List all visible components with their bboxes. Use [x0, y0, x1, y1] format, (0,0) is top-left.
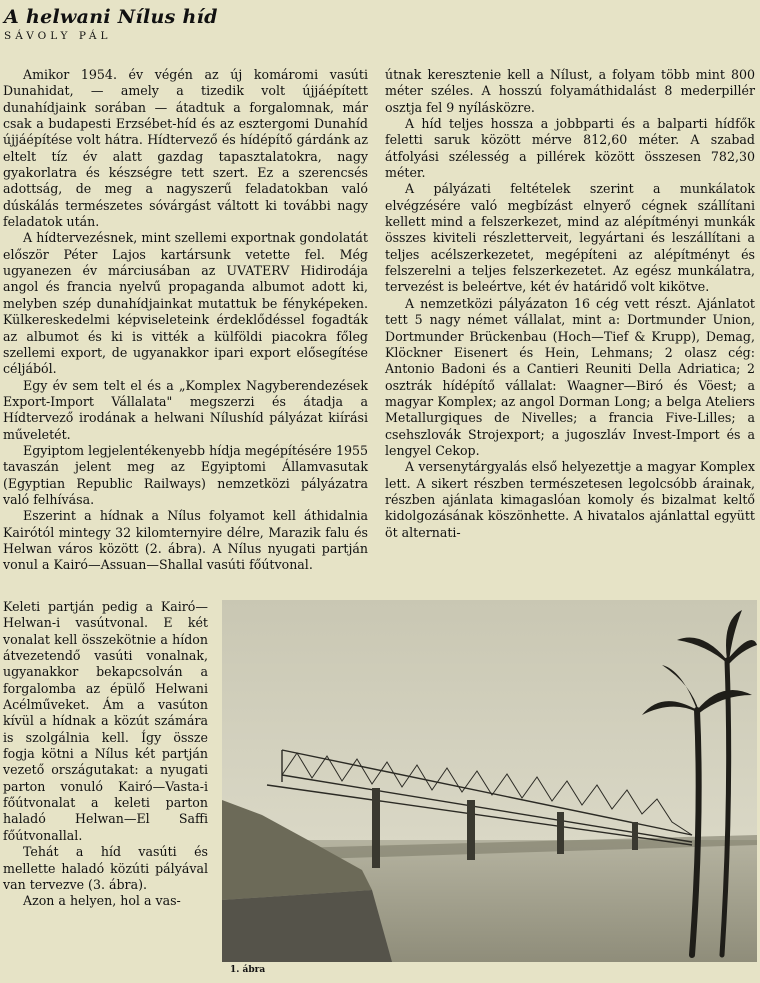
- right-column: [385, 67, 755, 541]
- paragraph: Tehát a híd vasúti és mellette haladó közúti pályával van tervezve (3. ábra).: [3, 844, 208, 892]
- paragraph: Azon a helyen, hol a vas-: [23, 893, 181, 909]
- left-column: [3, 67, 368, 574]
- paragraph: Egyiptom legjelentékenyebb hídja megépítésére 1955 tavaszán jelent meg az Egyiptomi Államvasutak (Egyptian Republic Railways) nemzetközi pályázatra való felhívása.: [3, 442, 368, 507]
- paragraph: A hídtervezésnek, mint szellemi exportnak gondolatát először Péter Lajos kartársunk vetette fel. Még ugyanezen év márciusában az UVATERV Hidirodája angol és francia nyelvű propaganda albumot adott ki, melyben szép dunahídjainkat mutattuk be fényképeken. Külkereskedelmi képviseleteink érdeklődéssel fogadták az albumot és ki is vitték a külföldi piacokra főleg szellemi export, de ugyanakkor ipari export elősegítése céljából.: [3, 230, 368, 377]
- paragraph: Eszerint a hídnak a Nílus folyamot kell áthidalnia Kairótól mintegy 32 kilomternyire délre, Marazik falu és Helwan város között (2. ábra). A Nílus nyugati partján vonul a Kairó—Assuan—Shallal vasúti főútvonal.: [3, 508, 368, 573]
- article-author: SÁVOLY PÁL: [4, 30, 112, 42]
- paragraph: A híd teljes hossza a jobbparti és a balparti hídfők feletti saruk között mérve 812,60 méter. A szabad átfolyási szélesség a pillérek között összesen 782,30 méter.: [385, 116, 755, 181]
- bridge-photo-illustration: [222, 600, 757, 962]
- paragraph: Egy év sem telt el és a „Komplex Nagyberendezések Export-Import Vállalata" megszerzi és átadja a Hídtervező irodának a helwani Nílushíd pályázat kiírási műveletét.: [3, 377, 368, 442]
- figure-caption: 1. ábra: [230, 965, 266, 975]
- paragraph: Amikor 1954. év végén az új komáromi vasúti Dunahidat, — amely a tizedik volt újjáépített dunahídjaink sorában — átadtuk a forgalomnak, már csak a budapesti Erzsébet-híd és az esztergomi Dunahíd újjáépítése volt hátra. Hídtervező és hídépítő gárdánk az eltelt tíz év alatt gazdag tapasztalatokra, nagy gyakorlatra és készségre tett szert. Ez a szerencsés adottság, de meg a nagyszerű feladatokban való dúskálás természetes sóvárgást váltott ki további nagy feladatok után.: [3, 67, 368, 230]
- paragraph: A pályázati feltételek szerint a munkálatok elvégzésére való megbízást elnyerő cégnek szállítani kellett mind a felszerkezet, mind az alépítményi munkák összes kiviteli részletterveit, legyártani és leszállítani a teljes acélszerkezetet, megépíteni az alépítményt és felszerelni a teljes felszerkezetet. Az egész munkálatra, tervezést is beleértve, két év határidő volt kikötve.: [385, 181, 755, 295]
- paragraph: A versenytárgyalás első helyezettje a magyar Komplex lett. A sikert részben természetesen legolcsóbb árainak, részben ajánlata kimagaslóan komoly és bizalmat keltő kidolgozásának köszönhette. A hivatalos ajánlattal együtt öt alternati-: [385, 459, 755, 540]
- bridge-photo: [222, 600, 757, 962]
- paragraph: útnak keresztenie kell a Nílust, a folyam több mint 800 méter széles. A hosszú folyamáthidalást 8 mederpillér osztja fel 9 nyílásközre.: [385, 67, 755, 115]
- paragraph: Keleti partján pedig a Kairó—Helwan-i vasútvonal. E két vonalat kell összekötnie a hídon átvezetendő vasúti vonalnak, ugyanakkor bekapcsolván a forgalomba az épülő Helwani Acélműveket. Ám a vasúton kívül a hídnak a közút számára is szolgálnia kell. Így össze fogja kötni a Nílus két partján vezető országutakat: a nyugati parton vonuló Kairó—Vasta-i főútvonalat a keleti parton haladó Helwan—El Saffi főútvonallal.: [3, 599, 208, 843]
- narrow-column: [3, 599, 208, 910]
- article-title: A helwani Nílus híd: [4, 6, 218, 28]
- paragraph: A nemzetközi pályázaton 16 cég vett részt. Ajánlatot tett 5 nagy német vállalat, mint a: Dortmunder Union, Dortmunder Brückenbau (Hoch—Tief & Krupp), Demag, Klöckner Eisenert és Hein, Lehmans; 2 olasz cég: Antonio Badoni és a Cantieri Reuniti Della Adriatica; 2 osztrák hídépítő vállalat: Waagner—Biró és Vöest; a magyar Komplex; az angol Dorman Long; a belga Ateliers Metallurgiques de Nivelles; a francia Five-Lilles; a csehszlovák Strojexport; a jugoszláv Invest-Import és a lengyel Cekop.: [385, 295, 755, 458]
